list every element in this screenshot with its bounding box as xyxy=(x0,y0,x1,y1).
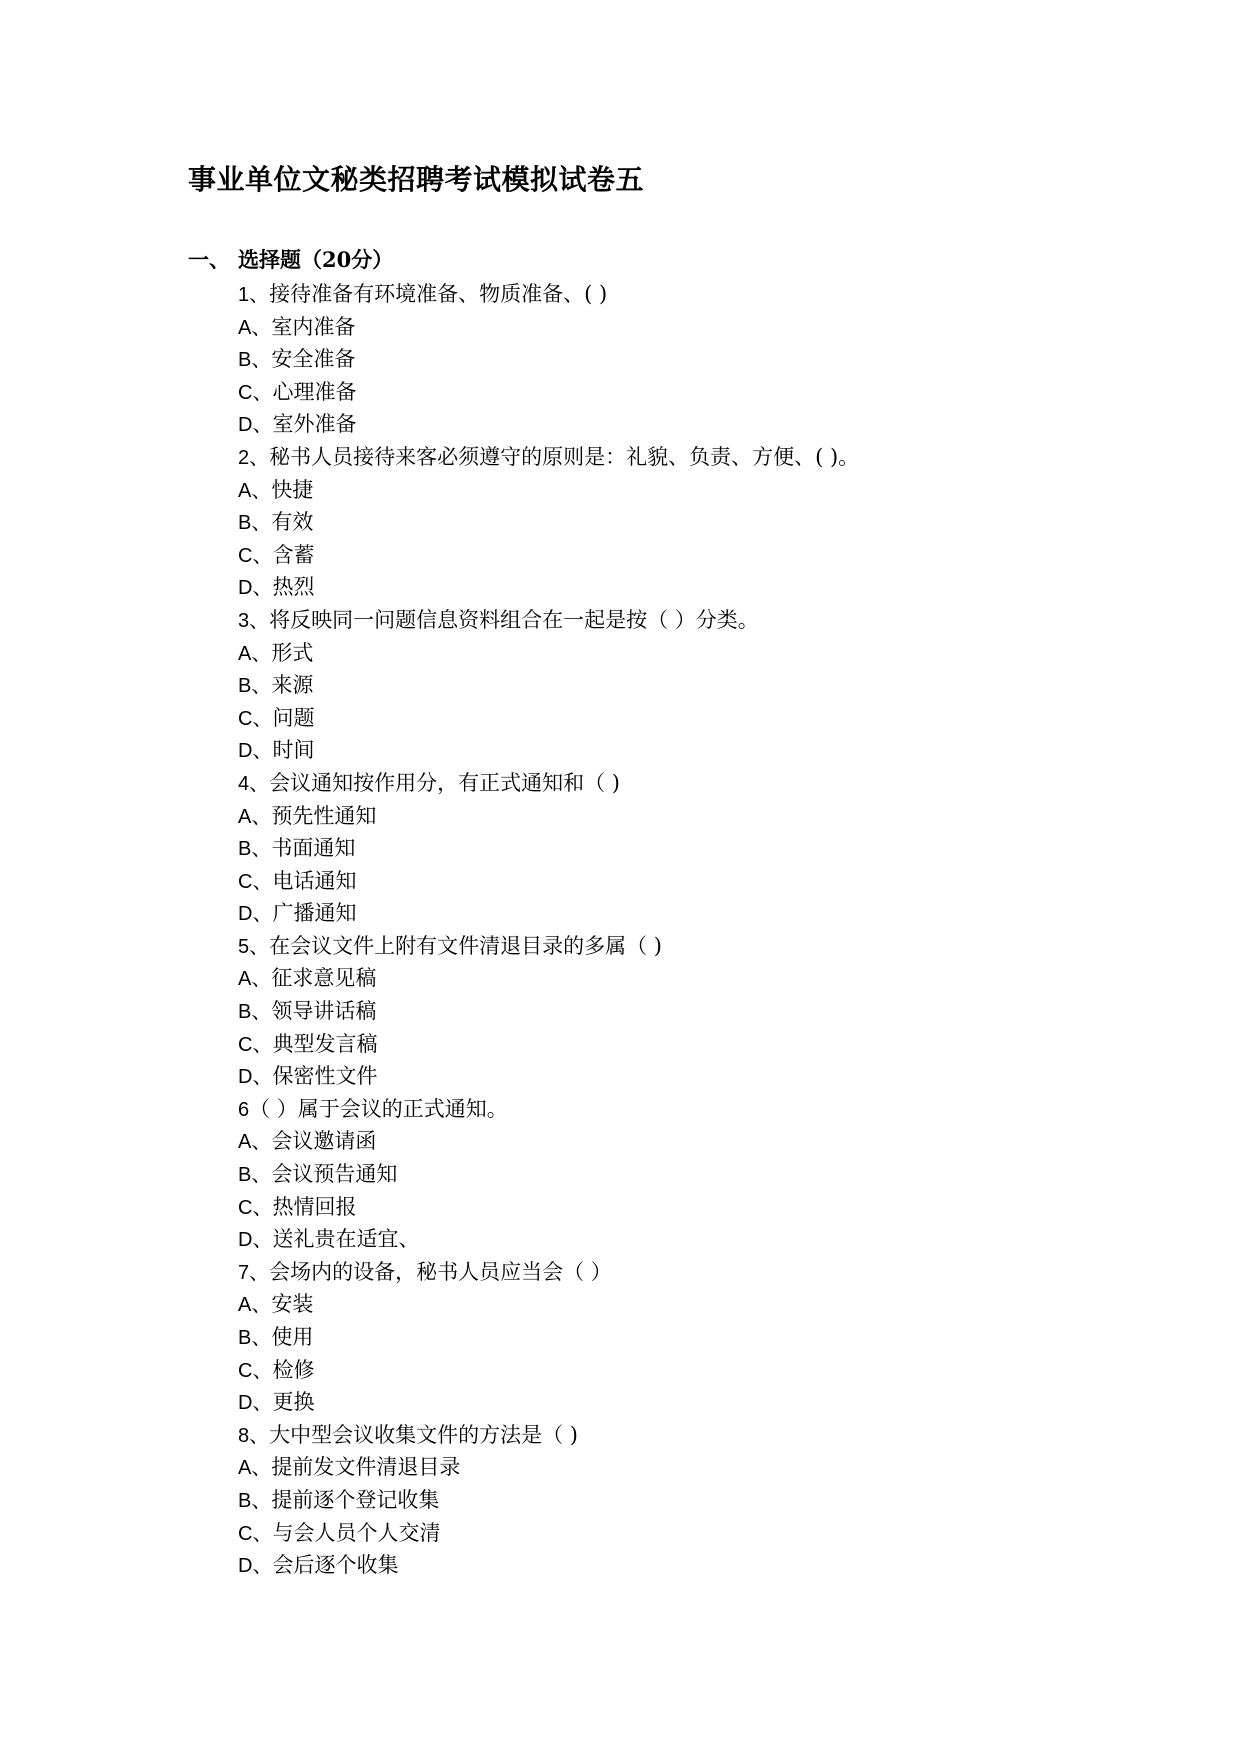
option-text: 预先性通知 xyxy=(271,803,377,828)
answer-option xyxy=(238,897,859,930)
section-label: 选择题（20分） xyxy=(238,247,394,272)
option-text: 心理准备 xyxy=(272,379,357,404)
option-letter: B、 xyxy=(238,1489,272,1512)
question-stem xyxy=(238,1256,859,1289)
option-letter: D、 xyxy=(238,414,273,437)
option-text: 形式 xyxy=(271,640,314,665)
section-heading xyxy=(188,244,393,276)
question-stem xyxy=(238,278,859,311)
answer-option xyxy=(238,1321,859,1354)
question-text: 秘书人员接待来客必须遵守的原则是：礼貌、负责、方便、( )。 xyxy=(269,444,860,469)
question-stem xyxy=(238,441,859,474)
option-letter: D、 xyxy=(238,740,273,763)
option-letter: A、 xyxy=(238,316,272,339)
option-letter: B、 xyxy=(238,1001,272,1024)
option-text: 使用 xyxy=(271,1325,314,1349)
option-text: 提前发文件清退目录 xyxy=(271,1455,461,1480)
option-letter: B、 xyxy=(238,1327,272,1349)
answer-option xyxy=(238,1060,859,1093)
option-letter: C、 xyxy=(238,381,273,404)
question-text: 接待准备有环境准备、物质准备、( ) xyxy=(269,282,608,306)
question-number: 2、 xyxy=(238,446,270,469)
option-letter: D、 xyxy=(238,1392,273,1415)
option-letter: B、 xyxy=(238,512,272,535)
option-text: 时间 xyxy=(272,738,315,763)
question-number: 6 xyxy=(238,1098,250,1121)
question-number: 4、 xyxy=(238,772,270,795)
option-letter: C、 xyxy=(238,707,273,730)
option-letter: D、 xyxy=(238,577,273,600)
answer-option xyxy=(238,1451,859,1484)
option-text: 会议预告通知 xyxy=(271,1162,398,1187)
option-text: 典型发言稿 xyxy=(272,1031,378,1056)
answer-option xyxy=(238,1517,859,1550)
option-text: 快捷 xyxy=(271,477,314,502)
option-text: 安全准备 xyxy=(271,347,356,372)
option-letter: D、 xyxy=(238,1555,273,1578)
option-text: 有效 xyxy=(271,510,314,535)
answer-option xyxy=(238,1191,859,1224)
option-letter: B、 xyxy=(238,675,272,698)
answer-option xyxy=(238,408,859,441)
option-text: 热烈 xyxy=(272,575,315,600)
option-letter: B、 xyxy=(238,349,272,372)
option-text: 会后逐个收集 xyxy=(272,1553,399,1578)
answer-option xyxy=(238,865,859,898)
answer-option xyxy=(238,1223,859,1256)
answer-option xyxy=(238,1386,859,1419)
option-letter: A、 xyxy=(238,1131,272,1154)
option-letter: A、 xyxy=(238,1294,272,1317)
option-text: 书面通知 xyxy=(271,836,356,861)
option-letter: C、 xyxy=(238,544,273,567)
question-text: （ ）属于会议的正式通知。 xyxy=(249,1096,508,1121)
answer-option xyxy=(238,995,859,1028)
answer-option xyxy=(238,1158,859,1191)
answer-option xyxy=(238,1028,859,1061)
answer-option xyxy=(238,539,859,572)
option-text: 会议邀请函 xyxy=(271,1129,377,1154)
question-number: 8、 xyxy=(238,1424,270,1447)
option-letter: C、 xyxy=(238,1033,273,1056)
question-text: 会议通知按作用分，有正式通知和（ ) xyxy=(269,770,620,795)
answer-option xyxy=(238,669,859,702)
question-text: 大中型会议收集文件的方法是（ ) xyxy=(269,1422,578,1447)
answer-option xyxy=(238,1125,859,1158)
option-letter: A、 xyxy=(238,642,272,665)
option-letter: B、 xyxy=(238,838,272,861)
option-text: 电话通知 xyxy=(272,868,357,893)
option-text: 热情回报 xyxy=(272,1194,357,1219)
option-text: 与会人员个人交清 xyxy=(272,1520,441,1545)
option-letter: D、 xyxy=(238,1229,273,1252)
option-text: 更换 xyxy=(272,1390,315,1415)
question-stem xyxy=(238,1093,859,1126)
question-number: 7、 xyxy=(238,1261,270,1284)
answer-option xyxy=(238,474,859,507)
question-number: 1、 xyxy=(238,284,270,306)
section-number: 一、 xyxy=(188,247,230,272)
option-text: 保密性文件 xyxy=(272,1064,378,1089)
question-stem xyxy=(238,930,859,963)
option-letter: A、 xyxy=(238,968,272,991)
option-text: 室内准备 xyxy=(271,314,356,339)
option-letter: C、 xyxy=(238,1522,273,1545)
question-text: 在会议文件上附有文件清退目录的多属（ ) xyxy=(269,933,662,958)
question-number: 3、 xyxy=(238,609,270,632)
answer-option xyxy=(238,571,859,604)
answer-option xyxy=(238,343,859,376)
option-letter: D、 xyxy=(238,903,273,926)
option-letter: C、 xyxy=(238,1196,273,1219)
question-stem xyxy=(238,767,859,800)
option-letter: C、 xyxy=(238,1359,273,1382)
answer-option xyxy=(238,311,859,344)
question-text: 将反映同一问题信息资料组合在一起是按（ ）分类。 xyxy=(269,607,759,632)
option-text: 提前逐个登记收集 xyxy=(271,1487,440,1512)
answer-option xyxy=(238,376,859,409)
option-text: 室外准备 xyxy=(272,412,357,437)
option-letter: A、 xyxy=(238,805,272,828)
option-text: 送礼贵在适宜、 xyxy=(272,1227,420,1252)
answer-option xyxy=(238,1484,859,1517)
question-number: 5、 xyxy=(238,935,270,958)
answer-option xyxy=(238,962,859,995)
answer-option xyxy=(238,1288,859,1321)
option-letter: A、 xyxy=(238,479,272,502)
option-text: 检修 xyxy=(272,1357,315,1382)
question-text: 会场内的设备，秘书人员应当会（ ） xyxy=(269,1259,612,1284)
option-letter: B、 xyxy=(238,1164,272,1187)
option-text: 领导讲话稿 xyxy=(271,999,377,1024)
document-title: 事业单位文秘类招聘考试模拟试卷五 xyxy=(188,163,645,196)
option-text: 问题 xyxy=(272,705,315,730)
question-list xyxy=(238,278,859,1582)
option-letter: C、 xyxy=(238,870,273,893)
option-text: 含蓄 xyxy=(272,542,315,567)
question-stem xyxy=(238,604,859,637)
answer-option xyxy=(238,1549,859,1582)
option-text: 广播通知 xyxy=(272,901,357,926)
option-letter: A、 xyxy=(238,1457,272,1480)
answer-option xyxy=(238,1354,859,1387)
option-text: 安装 xyxy=(271,1292,314,1317)
answer-option xyxy=(238,800,859,833)
answer-option xyxy=(238,702,859,735)
question-stem xyxy=(238,1419,859,1452)
option-text: 来源 xyxy=(271,673,314,698)
option-letter: D、 xyxy=(238,1066,273,1089)
answer-option xyxy=(238,637,859,670)
answer-option xyxy=(238,734,859,767)
option-text: 征求意见稿 xyxy=(271,966,377,991)
answer-option xyxy=(238,832,859,865)
answer-option xyxy=(238,506,859,539)
